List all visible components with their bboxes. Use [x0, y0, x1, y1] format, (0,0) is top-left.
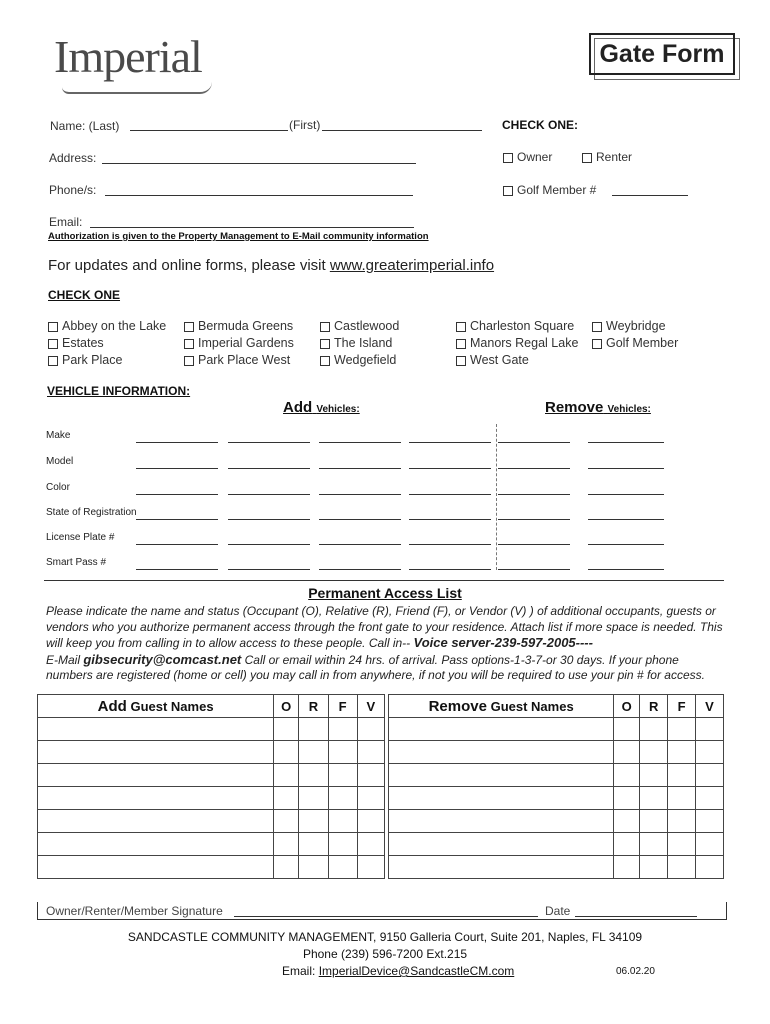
- footer-email-label: Email:: [282, 964, 316, 978]
- vehicle-field[interactable]: [409, 519, 491, 520]
- vehicle-field[interactable]: [319, 569, 401, 570]
- vehicle-field[interactable]: [409, 442, 491, 443]
- date-field[interactable]: [575, 916, 697, 917]
- signature-field[interactable]: [234, 916, 538, 917]
- community-option[interactable]: [184, 318, 294, 335]
- page-title: Gate Form: [589, 33, 735, 75]
- community-option[interactable]: [456, 352, 578, 369]
- vehicle-row-label: License Plate #: [46, 532, 115, 543]
- table-row[interactable]: [389, 741, 724, 764]
- owner-checkbox[interactable]: [503, 153, 513, 163]
- vehicle-field[interactable]: [588, 519, 664, 520]
- renter-label: Renter: [596, 150, 633, 164]
- vehicle-field[interactable]: [498, 468, 570, 469]
- address-label: Address:: [49, 151, 97, 165]
- community-checkbox[interactable]: [456, 322, 466, 332]
- section-divider: [44, 580, 724, 581]
- name-last-label: Name: (Last): [50, 119, 120, 133]
- vehicle-field[interactable]: [498, 519, 570, 520]
- community-col-1: [48, 318, 166, 369]
- community-label: Manors Regal Lake: [470, 336, 579, 350]
- footer-company: SANDCASTLE COMMUNITY MANAGEMENT, 9150 Galleria Court, Suite 201, Naples, FL 34109: [127, 930, 643, 944]
- logo-swash: [62, 82, 212, 94]
- community-label: Golf Member: [606, 336, 679, 350]
- vehicle-row-label: Make: [46, 430, 71, 441]
- col-r: R: [299, 695, 328, 718]
- community-label: Park Place West: [198, 353, 291, 367]
- add-vehicles-label: Add: [283, 399, 313, 416]
- community-option[interactable]: [320, 318, 399, 335]
- col-o: O: [274, 695, 299, 718]
- vehicle-field[interactable]: [136, 494, 218, 495]
- vehicle-field[interactable]: [588, 494, 664, 495]
- community-checkbox[interactable]: [48, 322, 58, 332]
- add-guest-sub: Guest Names: [130, 698, 214, 714]
- remove-vehicles-sub: Vehicles:: [607, 404, 651, 415]
- col-f: F: [328, 695, 357, 718]
- vehicle-row-label: Model: [46, 456, 74, 467]
- table-row[interactable]: [38, 741, 385, 764]
- access-email-label: E-Mail: [46, 652, 81, 667]
- add-vehicles-sub: Vehicles:: [316, 404, 360, 415]
- vehicle-field[interactable]: [136, 569, 218, 570]
- table-row[interactable]: [38, 718, 385, 741]
- community-label: The Island: [334, 336, 393, 350]
- vehicle-heading: VEHICLE INFORMATION:: [47, 384, 191, 398]
- add-vehicles-heading: [283, 399, 360, 416]
- vehicle-field[interactable]: [588, 544, 664, 545]
- table-row[interactable]: [389, 764, 724, 787]
- golf-member-label: Golf Member #: [517, 183, 597, 197]
- table-row[interactable]: [38, 764, 385, 787]
- date-label: Date: [545, 904, 571, 918]
- email-label: Email:: [49, 215, 83, 229]
- community-option[interactable]: [48, 352, 166, 369]
- add-guest-label: Add: [97, 697, 127, 715]
- table-row[interactable]: [389, 856, 724, 879]
- vehicle-divider: [496, 424, 497, 570]
- vehicle-field[interactable]: [588, 442, 664, 443]
- community-label: Estates: [62, 336, 104, 350]
- remove-guest-header: [389, 695, 614, 718]
- community-col-3: [320, 318, 399, 369]
- col-v: V: [696, 695, 724, 718]
- community-label: Castlewood: [334, 319, 400, 333]
- table-row[interactable]: [389, 718, 724, 741]
- name-last-field[interactable]: [130, 130, 288, 131]
- vehicle-field[interactable]: [319, 519, 401, 520]
- updates-text: For updates and online forms, please visit: [48, 257, 326, 274]
- vehicle-field[interactable]: [228, 544, 310, 545]
- community-checkbox[interactable]: [184, 322, 194, 332]
- community-label: Imperial Gardens: [198, 336, 294, 350]
- community-option[interactable]: [184, 352, 294, 369]
- table-row[interactable]: [389, 787, 724, 810]
- vehicle-field[interactable]: [228, 494, 310, 495]
- vehicle-row-label: State of Registration: [46, 507, 137, 518]
- signature-box: [37, 902, 727, 920]
- vehicle-field[interactable]: [319, 494, 401, 495]
- phone-field[interactable]: [105, 195, 413, 196]
- vehicle-row-label: Color: [46, 482, 70, 493]
- community-col-2: [184, 318, 294, 369]
- community-label: West Gate: [470, 353, 529, 367]
- authorization-note: Authorization is given to the Property Management to E-Mail community information: [48, 231, 429, 242]
- remove-guest-sub: Guest Names: [490, 698, 574, 714]
- add-guest-table: [37, 694, 385, 879]
- community-label: Bermuda Greens: [198, 319, 294, 333]
- community-checkbox[interactable]: [320, 322, 330, 332]
- community-option[interactable]: [48, 335, 166, 352]
- community-label: Wedgefield: [334, 353, 397, 367]
- vehicle-field[interactable]: [228, 519, 310, 520]
- name-first-label: (First): [289, 118, 321, 132]
- table-row[interactable]: [389, 833, 724, 856]
- vehicle-field[interactable]: [228, 468, 310, 469]
- vehicle-field[interactable]: [409, 494, 491, 495]
- community-heading: CHECK ONE: [48, 288, 121, 302]
- community-option[interactable]: [592, 335, 678, 352]
- vehicle-field[interactable]: [228, 569, 310, 570]
- access-email: gibsecurity@comcast.net: [83, 651, 242, 667]
- vehicle-field[interactable]: [498, 442, 570, 443]
- community-col-4: [456, 318, 578, 369]
- add-guest-header: [38, 695, 274, 718]
- community-checkbox[interactable]: [456, 356, 466, 366]
- community-option[interactable]: [456, 335, 578, 352]
- updates-line: [48, 257, 494, 274]
- vehicle-row-label: Smart Pass #: [46, 557, 107, 568]
- vehicle-field[interactable]: [319, 468, 401, 469]
- community-label: Park Place: [62, 353, 123, 367]
- vehicle-field[interactable]: [498, 569, 570, 570]
- vehicle-field[interactable]: [228, 442, 310, 443]
- logo: Imperial: [54, 31, 202, 82]
- website-link[interactable]: www.greaterimperial.info: [329, 257, 495, 274]
- table-row[interactable]: [38, 810, 385, 833]
- community-col-5: [592, 318, 678, 352]
- remove-vehicles-heading: [545, 399, 651, 416]
- vehicle-field[interactable]: [498, 544, 570, 545]
- table-row[interactable]: [389, 810, 724, 833]
- address-field[interactable]: [102, 163, 416, 164]
- community-option[interactable]: [456, 318, 578, 335]
- access-instructions: [46, 604, 724, 684]
- community-label: Abbey on the Lake: [62, 319, 167, 333]
- remove-guest-table: [388, 694, 724, 879]
- vehicle-field[interactable]: [588, 468, 664, 469]
- access-text-1: Please indicate the name and status (Occupant (O), Relative (R), Friend (F), or Vendor (V) ) of additional occupants, guests or vendors who you authorize permanent access through the front gate to your residence. Attach list if more space is needed. This will keep you from calling in to allow access to these people. Call in--: [46, 604, 723, 650]
- email-field[interactable]: [90, 227, 414, 228]
- renter-checkbox[interactable]: [582, 153, 592, 163]
- col-v: V: [357, 695, 384, 718]
- signature-label: Owner/Renter/Member Signature: [46, 904, 223, 918]
- renter-option[interactable]: [582, 150, 632, 164]
- community-option[interactable]: [320, 352, 399, 369]
- version-code: 06.02.20: [616, 966, 655, 977]
- footer-email-line: [282, 964, 514, 978]
- table-row[interactable]: [38, 787, 385, 810]
- community-checkbox[interactable]: [592, 339, 602, 349]
- community-checkbox[interactable]: [48, 339, 58, 349]
- community-option[interactable]: [184, 335, 294, 352]
- phone-label: Phone/s:: [49, 183, 97, 197]
- community-checkbox[interactable]: [184, 356, 194, 366]
- access-text-2: Call or email within 24 hrs. of arrival. Pass options-1-3-7-or 30 days. If your phone numbers are registered (home or cell) you may call in from anywhere, if not you will be required to use your pin # for access.: [46, 652, 705, 682]
- access-heading: Permanent Access List: [308, 585, 462, 601]
- community-checkbox[interactable]: [592, 322, 602, 332]
- community-option[interactable]: [320, 335, 399, 352]
- col-o: O: [614, 695, 640, 718]
- table-row[interactable]: [38, 833, 385, 856]
- vehicle-field[interactable]: [319, 442, 401, 443]
- community-checkbox[interactable]: [456, 339, 466, 349]
- footer-email-link[interactable]: ImperialDevice@SandcastleCM.com: [318, 964, 515, 978]
- check-one-label: CHECK ONE:: [502, 118, 579, 132]
- remove-guest-label: Remove: [428, 697, 487, 715]
- community-option[interactable]: [592, 318, 678, 335]
- col-f: F: [668, 695, 696, 718]
- community-checkbox[interactable]: [48, 356, 58, 366]
- golf-member-number-field[interactable]: [612, 195, 688, 196]
- vehicle-field[interactable]: [319, 544, 401, 545]
- name-first-field[interactable]: [322, 130, 482, 131]
- vehicle-field[interactable]: [409, 544, 491, 545]
- vehicle-field[interactable]: [409, 468, 491, 469]
- community-checkbox[interactable]: [184, 339, 194, 349]
- footer-phone: Phone (239) 596-7200 Ext.215: [302, 947, 468, 961]
- vehicle-field[interactable]: [136, 544, 218, 545]
- vehicle-field[interactable]: [136, 468, 218, 469]
- community-label: Weybridge: [606, 319, 666, 333]
- remove-vehicles-label: Remove: [545, 399, 604, 416]
- owner-option[interactable]: [503, 150, 552, 164]
- owner-label: Owner: [517, 150, 553, 164]
- community-option[interactable]: [48, 318, 166, 335]
- golf-member-option[interactable]: [503, 183, 596, 197]
- golf-member-checkbox[interactable]: [503, 186, 513, 196]
- vehicle-field[interactable]: [588, 569, 664, 570]
- col-r: R: [640, 695, 668, 718]
- vehicle-field[interactable]: [136, 519, 218, 520]
- table-row[interactable]: [38, 856, 385, 879]
- community-checkbox[interactable]: [320, 339, 330, 349]
- vehicle-field[interactable]: [136, 442, 218, 443]
- community-label: Charleston Square: [470, 319, 575, 333]
- voice-server: Voice server-239-597-2005----: [413, 635, 593, 650]
- community-checkbox[interactable]: [320, 356, 330, 366]
- vehicle-field[interactable]: [409, 569, 491, 570]
- vehicle-field[interactable]: [498, 494, 570, 495]
